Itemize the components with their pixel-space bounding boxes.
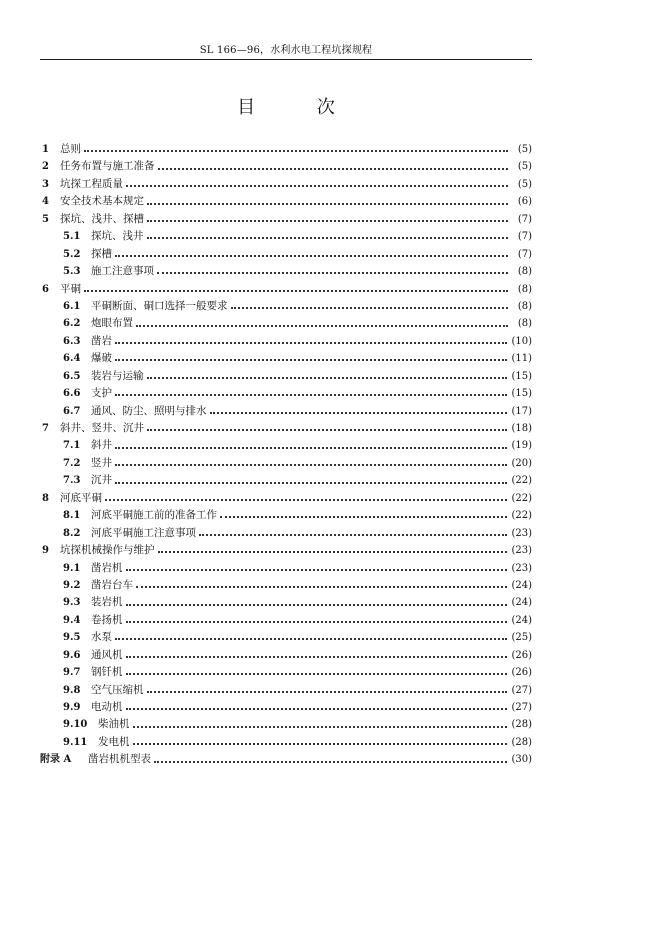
toc-entry[interactable]	[40, 403, 532, 420]
toc-entry-number: 9.4	[63, 614, 81, 626]
dot-leader	[126, 603, 508, 606]
dot-leader	[126, 620, 508, 623]
toc-entry-number: 9	[42, 545, 49, 557]
toc-entry[interactable]	[40, 612, 532, 629]
dot-leader	[115, 341, 507, 344]
toc-entry-number: 5.1	[63, 231, 81, 243]
dot-leader	[115, 463, 507, 466]
toc-entry-title: 沉井	[91, 474, 112, 487]
dot-leader	[126, 655, 508, 658]
toc-entry-number: 9.3	[63, 597, 81, 609]
toc-entry-page: (20)	[511, 457, 532, 469]
dot-leader	[126, 568, 508, 571]
toc-entry-title: 爆破	[91, 352, 112, 365]
toc-entry-page: (8)	[517, 283, 532, 295]
dot-leader	[126, 184, 508, 187]
toc-entry[interactable]	[40, 629, 532, 646]
toc-entry-number: 6.7	[63, 405, 81, 417]
toc-entry-page: (5)	[517, 144, 532, 155]
dot-leader	[84, 289, 508, 292]
toc-entry-page: (23)	[511, 545, 532, 557]
toc-entry-title: 卷扬机	[91, 613, 123, 626]
toc-entry[interactable]	[40, 542, 532, 559]
toc-entry-title: 钢钎机	[91, 666, 123, 679]
toc-entry-number: 附录 A	[40, 754, 72, 766]
toc-entry-page: (23)	[511, 562, 532, 574]
toc-entry-title: 水泵	[91, 631, 112, 644]
toc-entry-title: 发电机	[98, 735, 130, 748]
toc-entry[interactable]	[40, 751, 532, 768]
dot-leader	[126, 707, 508, 710]
toc-entry-page: (28)	[511, 736, 532, 748]
toc-entry-number: 1	[42, 144, 49, 155]
toc-entry-title: 凿岩	[91, 334, 112, 347]
toc-entry-page: (5)	[517, 161, 532, 173]
toc-entry-number: 9.10	[63, 719, 88, 731]
toc-entry-title: 坑探机械操作与维护	[60, 544, 155, 557]
toc-entry-title: 安全技术基本规定	[60, 195, 144, 208]
toc-entry[interactable]	[40, 560, 532, 577]
toc-entry-title: 通风、防尘、照明与排水	[91, 404, 207, 417]
toc-entry-page: (6)	[517, 196, 532, 208]
toc-entry-title: 河底平硐施工前的准备工作	[91, 509, 217, 522]
toc-entry-page: (22)	[511, 475, 532, 487]
dot-leader	[147, 690, 508, 693]
dot-leader	[136, 585, 507, 588]
toc-entry[interactable]	[40, 420, 532, 437]
toc-entry-title: 施工注意事项	[91, 265, 154, 278]
toc-entry-title: 平硐断面、硐口选择一般要求	[91, 299, 228, 312]
toc-entry-number: 9.8	[63, 684, 81, 696]
toc-entry[interactable]	[40, 490, 532, 507]
dot-leader	[220, 515, 507, 518]
toc-title: 目 次	[237, 97, 363, 118]
toc-entry[interactable]	[40, 647, 532, 664]
toc-entry-title: 空气压缩机	[91, 683, 144, 696]
toc-entry-page: (22)	[511, 510, 532, 522]
toc-entry-page: (26)	[511, 667, 532, 679]
toc-entry-title: 坑探工程质量	[60, 177, 123, 190]
toc-entry[interactable]	[40, 594, 532, 611]
dot-leader	[210, 411, 508, 414]
toc-entry-title: 凿岩机机型表	[88, 753, 151, 766]
running-header: SL 166—96，水利水电工程坑探规程	[199, 45, 373, 56]
dot-leader	[115, 481, 507, 484]
toc-entry-title: 装岩机	[91, 596, 123, 609]
toc-entry-page: (15)	[511, 370, 532, 382]
toc-entry-number: 6.5	[63, 370, 81, 382]
dot-leader	[147, 219, 508, 222]
toc-entry[interactable]	[40, 472, 532, 489]
toc-entry-number: 8	[42, 492, 49, 504]
toc-entry-title: 任务布置与施工准备	[60, 160, 155, 173]
toc-entry-title: 斜井	[91, 439, 112, 452]
toc-entry-page: (24)	[511, 614, 532, 626]
toc-entry[interactable]	[40, 350, 532, 367]
toc-entry[interactable]	[40, 228, 532, 245]
toc-entry[interactable]	[40, 368, 532, 385]
toc-entry-page: (8)	[517, 318, 532, 330]
dot-leader	[147, 236, 509, 239]
toc-entry[interactable]	[40, 211, 532, 228]
toc-entry-title: 平硐	[60, 282, 81, 295]
toc-entry-page: (8)	[517, 300, 532, 312]
toc-entry[interactable]	[40, 525, 532, 542]
toc-entry-title: 竖井	[91, 456, 112, 469]
toc-entry-number: 7	[42, 423, 49, 434]
toc-entry-page: (25)	[511, 632, 532, 644]
toc-entry-page: (10)	[511, 335, 532, 347]
toc-entry[interactable]	[40, 315, 532, 332]
toc-entry-page: (19)	[511, 440, 532, 452]
toc-entry-title: 斜井、竖井、沉井	[60, 422, 144, 434]
toc-entry-number: 7.1	[63, 440, 81, 452]
dot-leader	[133, 725, 508, 728]
toc-entry-page: (26)	[511, 649, 532, 661]
toc-entry[interactable]	[40, 716, 532, 733]
toc-entry[interactable]	[40, 158, 532, 175]
dot-leader	[115, 254, 508, 257]
toc-entry-number: 6	[42, 283, 49, 295]
toc-entry-page: (5)	[517, 178, 532, 190]
toc-entry-number: 8.1	[63, 510, 81, 522]
toc-entry-number: 9.9	[63, 702, 81, 713]
toc-entry-number: 6.4	[63, 353, 81, 365]
toc-entry-title: 探坑、浅井	[91, 230, 144, 243]
dot-leader	[147, 428, 507, 431]
toc-entry-page: (30)	[511, 754, 532, 766]
toc-entry-number: 7.2	[63, 457, 81, 469]
toc-entry-title: 柴油机	[98, 718, 130, 731]
toc-entry-number: 5.3	[63, 266, 81, 278]
toc-entry-page: (15)	[511, 388, 532, 400]
dot-leader	[158, 167, 509, 170]
toc-entry-page: (24)	[511, 597, 532, 609]
toc-entry-title: 探坑、浅井、探槽	[60, 212, 144, 225]
toc-entry-number: 9.11	[63, 736, 88, 748]
toc-entry-number: 6.2	[63, 318, 81, 330]
dot-leader	[133, 742, 508, 745]
dot-leader	[84, 149, 508, 152]
toc-entry-number: 9.2	[63, 579, 81, 591]
toc-entry-title: 凿岩机	[91, 561, 123, 574]
toc-entry-number: 8.2	[63, 527, 81, 539]
toc-entry-title: 炮眼布置	[91, 317, 133, 330]
toc-entry-number: 6.1	[63, 300, 81, 312]
toc-entry[interactable]	[40, 281, 532, 298]
toc-entry[interactable]	[40, 682, 532, 699]
toc-entry[interactable]	[40, 734, 532, 751]
toc-entry[interactable]	[40, 664, 532, 681]
toc-entry-number: 9.6	[63, 649, 81, 661]
toc-entry[interactable]	[40, 699, 532, 716]
toc-entry-title: 通风机	[91, 648, 123, 661]
toc-entry[interactable]	[40, 577, 532, 594]
toc-entry-page: (24)	[511, 579, 532, 591]
toc-entry-page: (7)	[517, 248, 532, 260]
toc-entry[interactable]	[40, 176, 532, 193]
toc-entry-number: 6.6	[63, 388, 81, 400]
toc-entry-page: (27)	[511, 702, 532, 713]
toc-entry-title: 支护	[91, 387, 112, 400]
toc-entry-title: 河底平硐施工注意事项	[91, 526, 196, 539]
dot-leader	[126, 672, 508, 675]
toc-entry-number: 2	[42, 161, 49, 173]
dot-leader	[147, 376, 508, 379]
toc-entry[interactable]	[40, 333, 532, 350]
toc-entry-number: 4	[42, 196, 49, 208]
toc-entry[interactable]	[40, 141, 532, 158]
dot-leader	[199, 533, 507, 536]
dot-leader	[158, 550, 508, 553]
toc-entry[interactable]	[40, 263, 532, 280]
toc-entry-page: (27)	[511, 684, 532, 696]
table-of-contents	[40, 141, 532, 769]
toc-entry-title: 装岩与运输	[91, 369, 144, 382]
toc-entry-page: (8)	[517, 266, 532, 278]
toc-entry-number: 9.7	[63, 667, 81, 679]
toc-entry-page: (17)	[511, 405, 532, 417]
toc-entry-page: (28)	[511, 719, 532, 731]
dot-leader	[136, 324, 508, 327]
toc-entry-title: 探槽	[91, 247, 112, 260]
dot-leader	[105, 498, 507, 501]
toc-entry[interactable]	[40, 437, 532, 454]
toc-entry-number: 9.1	[63, 562, 81, 574]
toc-entry[interactable]	[40, 385, 532, 402]
dot-leader	[115, 446, 507, 449]
dot-leader	[147, 202, 508, 205]
toc-entry-title: 总则	[60, 143, 81, 155]
toc-entry-title: 电动机	[91, 701, 123, 713]
toc-entry-number: 7.3	[63, 475, 81, 487]
dot-leader	[157, 271, 508, 274]
toc-entry-title: 河底平硐	[60, 491, 102, 504]
toc-entry[interactable]	[40, 193, 532, 210]
toc-entry[interactable]	[40, 507, 532, 524]
toc-entry-number: 3	[42, 178, 49, 190]
header-rule	[40, 59, 532, 60]
toc-entry-page: (22)	[511, 492, 532, 504]
toc-entry[interactable]	[40, 298, 532, 315]
toc-entry-number: 9.5	[63, 632, 81, 644]
dot-leader	[231, 306, 509, 309]
toc-entry-page: (7)	[517, 231, 532, 243]
toc-entry-number: 5.2	[63, 248, 81, 260]
toc-entry-title: 凿岩台车	[91, 578, 133, 591]
toc-entry-page: (11)	[511, 353, 532, 365]
toc-entry-number: 6.3	[63, 335, 81, 347]
toc-entry-number: 5	[42, 213, 49, 225]
toc-entry-page: (23)	[511, 527, 532, 539]
toc-entry-page: (7)	[517, 213, 532, 225]
dot-leader	[115, 637, 507, 640]
dot-leader	[154, 760, 507, 763]
toc-entry-page: (18)	[511, 423, 532, 434]
dot-leader	[115, 358, 507, 361]
toc-entry[interactable]	[40, 455, 532, 472]
toc-entry[interactable]	[40, 246, 532, 263]
dot-leader	[115, 393, 507, 396]
